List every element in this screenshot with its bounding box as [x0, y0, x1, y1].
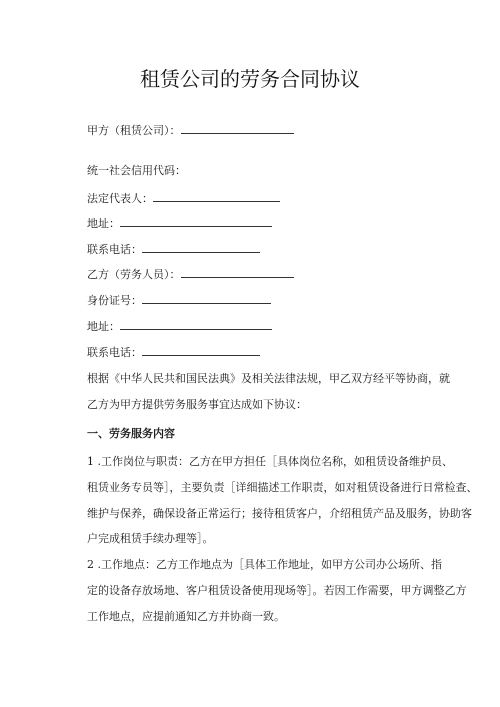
party-b-field: [87, 266, 294, 282]
party-b-label: 乙方（劳务人员）：: [87, 268, 181, 281]
address-a-field: [87, 215, 272, 231]
id-number-field: [87, 292, 271, 308]
intro-line-1: 根据《中华人民共和国民法典》及相关法律法规，甲乙双方经平等协商，就: [87, 372, 450, 385]
clause-1-line-4: 户完成租赁手续办理等］。: [87, 532, 214, 545]
clause-1-line-3: 维护与保养，确保设备正常运行；接待租赁客户，介绍租赁产品及服务，协助客: [87, 507, 472, 520]
address-b-label: 地址：: [87, 320, 120, 333]
phone-a-label: 联系电话：: [87, 243, 142, 256]
phone-b-label: 联系电话：: [87, 346, 142, 359]
document-title: 租赁公司的劳务合同协议: [140, 67, 360, 91]
clause-2-line-1: 2 .工作地点：乙方工作地点为［具体工作地址，如甲方公司办公场所、指: [87, 558, 442, 571]
clause-2-line-2: 定的设备存放场地、客户租赁设备使用现场等］。若因工作需要，甲方调整乙方: [87, 584, 467, 597]
phone-a-blank: [142, 241, 260, 253]
id-number-label: 身份证号：: [87, 294, 142, 307]
party-b-blank: [181, 266, 294, 278]
clause-1-line-1: 1 .工作岗位与职责：乙方在甲方担任［具体岗位名称，如租赁设备维护员、: [87, 455, 453, 468]
legal-rep-field: [87, 190, 280, 206]
phone-b-field: [87, 344, 260, 360]
credit-code-field: [87, 164, 186, 178]
clause-1-line-2: 租赁业务专员等］，主要负责［详细描述工作职责，如对租赁设备进行日常检查、: [87, 481, 478, 494]
party-a-label: 甲方（租赁公司）：: [87, 124, 181, 137]
address-a-label: 地址：: [87, 217, 120, 230]
legal-rep-blank: [153, 190, 280, 202]
intro-line-2: 乙方为甲方提供劳务服务事宜达成如下协议：: [87, 398, 307, 411]
credit-code-label: 统一社会信用代码：: [87, 164, 186, 177]
phone-a-field: [87, 241, 260, 257]
id-number-blank: [142, 292, 271, 304]
party-a-blank: [181, 122, 294, 134]
section-1-heading: 一、劳务服务内容: [87, 427, 175, 440]
address-b-blank: [120, 318, 272, 330]
phone-b-blank: [142, 344, 260, 356]
address-a-blank: [120, 215, 272, 227]
party-a-field: [87, 122, 294, 138]
address-b-field: [87, 318, 272, 334]
clause-2-line-3: 工作地点，应提前通知乙方并协商一致。: [87, 610, 285, 623]
legal-rep-label: 法定代表人：: [87, 192, 153, 205]
